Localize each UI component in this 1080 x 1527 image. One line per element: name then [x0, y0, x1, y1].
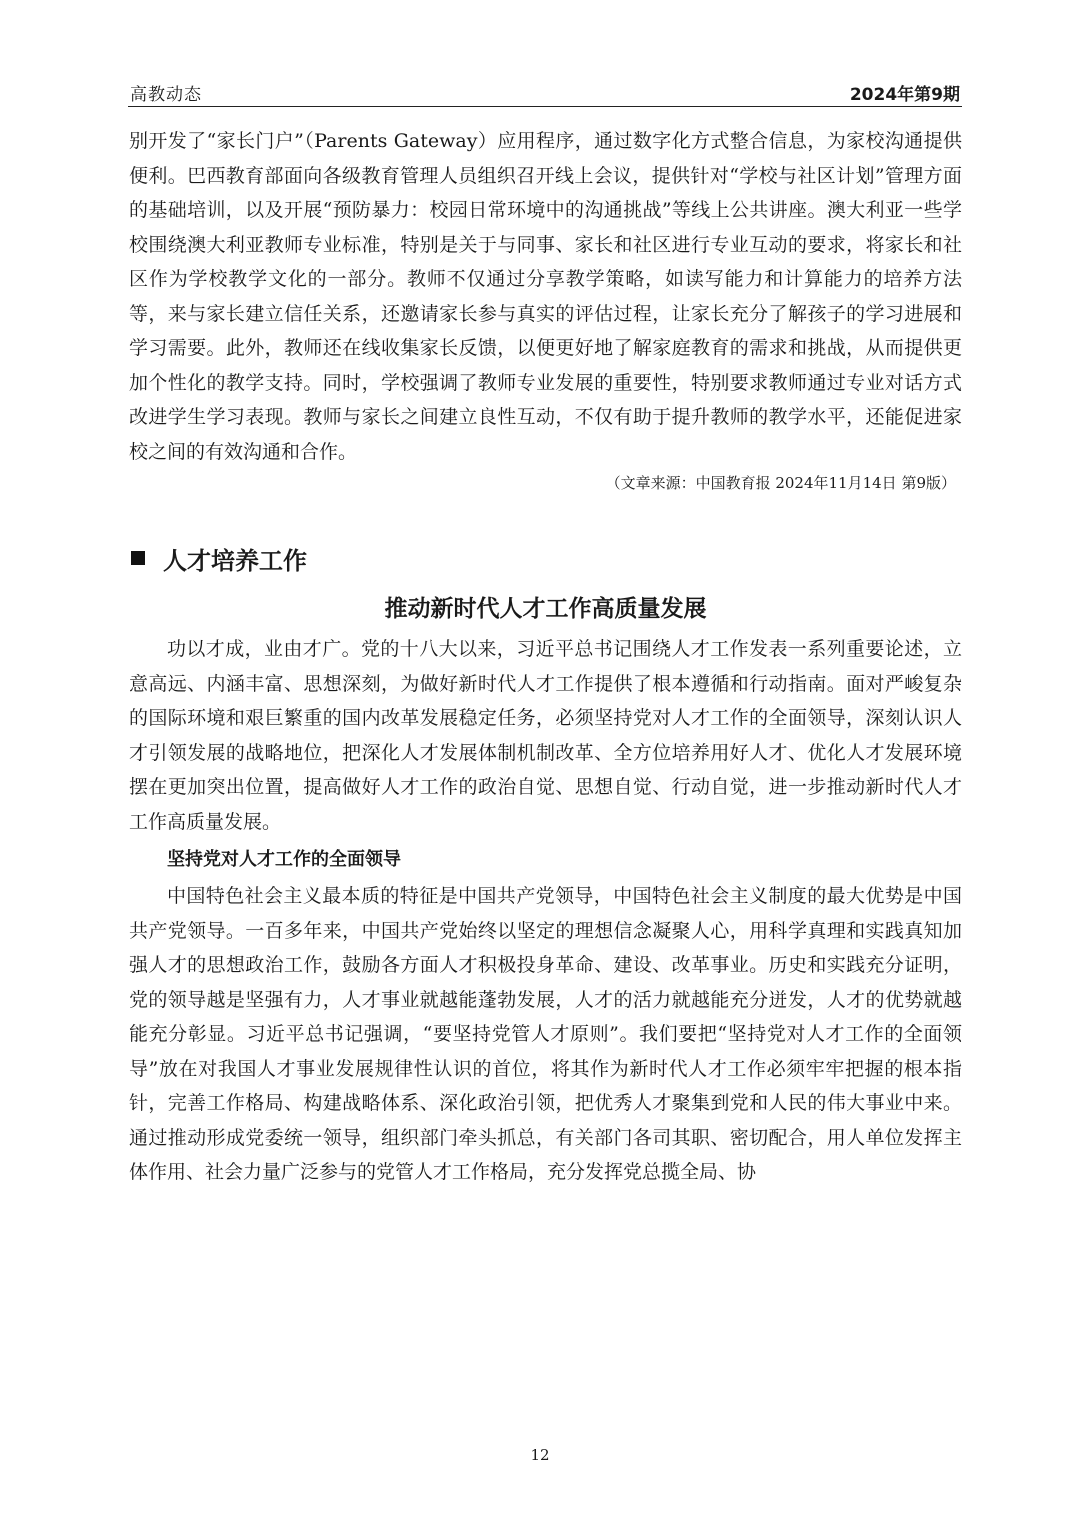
- sub-heading: 坚持党对人才工作的全面领导: [167, 849, 401, 870]
- section-heading: [129, 540, 962, 576]
- article-paragraph-1: 功以才成，业由才广。党的十八大以来，习近平总书记围绕人才工作发表一系列重要论述，立意高远、内涵丰富、思想深刻，为做好新时代人才工作提供了根本遵循和行动指南。面对严峻复杂的国际环境和艰巨繁重的国内改革发展稳定任务，必须坚持党对人才工作的全面领导，深刻认识人才引领发展的战略地位，把深化人才发展体制机制改革、全方位培养用好人才、优化人才发展环境摆在更加突出位置，提高做好人才工作的政治自觉、思想自觉、行动自觉，进一步推动新时代人才工作高质量发展。: [129, 638, 962, 833]
- page-body: [129, 124, 962, 1190]
- page-header: [128, 78, 962, 107]
- intro-paragraph: 别开发了“家长门户”（Parents Gateway）应用程序，通过数字化方式整合信息，为家校沟通提供便利。巴西教育部面向各级教育管理人员组织召开线上会议，提供针对“学校与社区计划”管理方面的基础培训，以及开展“预防暴力：校园日常环境中的沟通挑战”等线上公共讲座。澳大利亚一些学校围绕澳大利亚教师专业标准，特别是关于与同事、家长和社区进行专业互动的要求，将家长和社区作为学校教学文化的一部分。教师不仅通过分享教学策略，如读写能力和计算能力的培养方法等，来与家长建立信任关系，还邀请家长参与真实的评估过程，让家长充分了解孩子的学习进展和学习需要。此外，教师还在线收集家长反馈，以便更好地了解家庭教育的需求和挑战，从而提供更加个性化的教学支持。同时，学校强调了教师专业发展的重要性，特别要求教师通过专业对话方式改进学生学习表现。教师与家长之间建立良性互动，不仅有助于提升教师的教学水平，还能促进家校之间的有效沟通和合作。: [129, 130, 962, 463]
- page-number: 12: [530, 1446, 550, 1464]
- source-note: （文章来源：中国教育报 2024年11月14日 第9版）: [605, 474, 956, 492]
- issue-label: 2024年第9期: [849, 85, 960, 105]
- article-paragraph-2: 中国特色社会主义最本质的特征是中国共产党领导，中国特色社会主义制度的最大优势是中国共产党领导。一百多年来，中国共产党始终以坚定的理想信念凝聚人心，用科学真理和实践真知加强人才的思想政治工作，鼓励各方面人才积极投身革命、建设、改革事业。历史和实践充分证明，党的领导越是坚强有力，人才事业就越能蓬勃发展，人才的活力就越能充分迸发，人才的优势就越能充分彰显。习近平总书记强调，“要坚持党管人才原则”。我们要把“坚持党对人才工作的全面领导”放在对我国人才事业发展规律性认识的首位，将其作为新时代人才工作必须牢牢把握的根本指针，完善工作格局、构建战略体系、深化政治引领，把优秀人才聚集到党和人民的伟大事业中来。通过推动形成党委统一领导，组织部门牵头抓总，有关部门各司其职、密切配合，用人单位发挥主体作用、社会力量广泛参与的党管人才工作格局，充分发挥党总揽全局、协: [129, 885, 962, 1183]
- article-title: 推动新时代人才工作高质量发展: [384, 596, 707, 622]
- square-bullet-icon: [131, 551, 145, 565]
- section-heading-text: 人才培养工作: [163, 546, 307, 575]
- journal-name: 高教动态: [130, 85, 202, 105]
